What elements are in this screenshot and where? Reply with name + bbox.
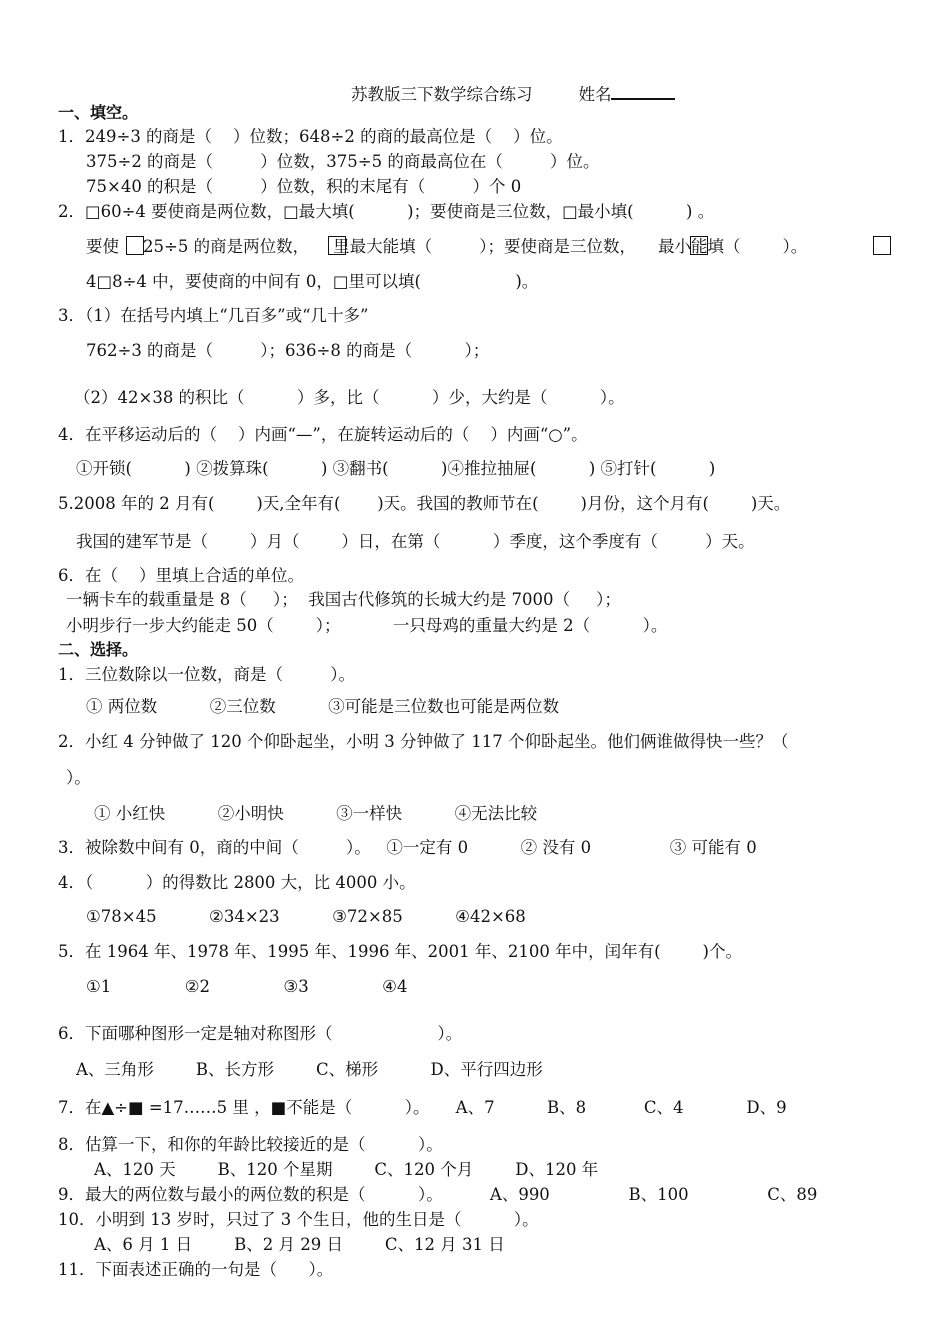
choice-4-options: ①78×45 ②34×23 ③72×85 ④42×68 [86, 907, 526, 926]
choice-4-line-1: 4．（ ）的得数比 2800 大，比 4000 小。 [58, 873, 416, 892]
question-1-line-3: 75×40 的积是（ ）位数，积的末尾有（ ）个 0 [86, 177, 522, 196]
question-3-line-2: 762÷3 的商是（ ）；636÷8 的商是（ ）； [86, 341, 490, 360]
choice-10-options: A、6 月 1 日 B、2 月 29 日 C、12 月 31 日 [94, 1235, 505, 1254]
question-4-line-1: 4．在平移运动后的（ ）内画“—”，在旋转运动后的（ ）内画“○”。 [58, 425, 588, 444]
section-fill-blank: 一、填空。 [58, 103, 139, 122]
choice-1-options: ① 两位数 ②三位数 ③可能是三位数也可能是两位数 [86, 697, 560, 716]
title-text: 苏教版三下数学综合练习 [350, 85, 533, 104]
q2-text-b: 25÷5 的商是两位数， [143, 237, 310, 256]
q2-text-d: 最小能填（ ）。 [658, 237, 808, 256]
choice-10-line-1: 10．小明到 13 岁时，只过了 3 个生日，他的生日是（ ）。 [58, 1210, 539, 1229]
question-3-line-1: 3．（1）在括号内填上“几百多”或“几十多” [58, 306, 369, 325]
question-6-line-1: 6．在（ ）里填上合适的单位。 [58, 566, 304, 585]
section-choice: 二、选择。 [58, 640, 139, 659]
worksheet-title [330, 64, 675, 125]
q2-text-a: 要使 [86, 237, 119, 256]
choice-5-options: ①1 ②2 ③3 ④4 [86, 977, 408, 996]
q2-text-c: 里最大能填（ ）；要使商是三位数， [333, 237, 637, 256]
choice-5-line-1: 5．在 1964 年、1978 年、1995 年、1996 年、2001 年、2100 年中，闰年有( )个。 [58, 942, 742, 961]
choice-2-line-2: ）。 [66, 768, 91, 787]
question-5-line-1: 5.2008 年的 2 月有( )天,全年有( )天。我国的教师节在( )月份，这个月有( )天。 [58, 494, 791, 513]
question-2-line-1: 2．□60÷4 要使商是两位数，□最大填( )；要使商是三位数，□最小填( ) 。 [58, 202, 715, 221]
answer-box [690, 236, 708, 255]
question-4-line-2: ①开锁( ) ②拨算珠( ) ③翻书( )④推拉抽屉( ) ⑤打针( ) [76, 459, 716, 478]
answer-box [328, 236, 346, 255]
question-3-line-3: （2）42×38 的积比（ ）多，比（ ）少，大约是（ ）。 [74, 388, 625, 407]
answer-box [126, 236, 144, 255]
question-6-line-2: 一辆卡车的载重量是 8（ ）； 我国古代修筑的长城大约是 7000（ ）； [66, 590, 621, 609]
name-label: 姓名 [578, 85, 612, 104]
choice-8-options: A、120 天 B、120 个星期 C、120 个月 D、120 年 [94, 1160, 599, 1179]
question-1-line-2: 375÷2 的商是（ ）位数，375÷5 的商最高位在（ ）位。 [86, 152, 600, 171]
choice-11: 11．下面表述正确的一句是（ ）。 [58, 1260, 334, 1279]
question-1-line-1: 1．249÷3 的商是（ ）位数；648÷2 的商的最高位是（ ）位。 [58, 127, 563, 146]
choice-1-line-1: 1．三位数除以一位数，商是（ ）。 [58, 665, 355, 684]
choice-3: 3．被除数中间有 0，商的中间（ ）。 ①一定有 0 ② 没有 0 ③ 可能有 0 [58, 838, 757, 857]
choice-2-line-1: 2．小红 4 分钟做了 120 个仰卧起坐，小明 3 分钟做了 117 个仰卧起坐。他们俩谁做得快一些？（ [58, 732, 789, 751]
choice-8-line-1: 8．估算一下，和你的年龄比较接近的是（ ）。 [58, 1135, 443, 1154]
choice-7: 7．在▲÷■ =17……5 里 ，■不能是（ ）。 A、7 B、8 C、4 D、9 [58, 1098, 787, 1117]
answer-box [873, 236, 891, 255]
choice-6-line-1: 6．下面哪种图形一定是轴对称图形（ ）。 [58, 1024, 463, 1043]
choice-2-options: ① 小红快 ②小明快 ③一样快 ④无法比较 [94, 804, 538, 823]
question-2-line-3: 4□8÷4 中，要使商的中间有 0，□里可以填( )。 [86, 272, 539, 291]
choice-6-options: A、三角形 B、长方形 C、梯形 D、平行四边形 [76, 1060, 543, 1079]
choice-9: 9．最大的两位数与最小的两位数的积是（ ）。 A、990 B、100 C、89 [58, 1185, 818, 1204]
name-blank[interactable] [611, 84, 675, 100]
question-5-line-2: 我国的建军节是（ ）月（ ）日，在第（ ）季度，这个季度有（ ）天。 [76, 532, 755, 551]
question-6-line-3: 小明步行一步大约能走 50（ ）； 一只母鸡的重量大约是 2（ ）。 [66, 616, 668, 635]
